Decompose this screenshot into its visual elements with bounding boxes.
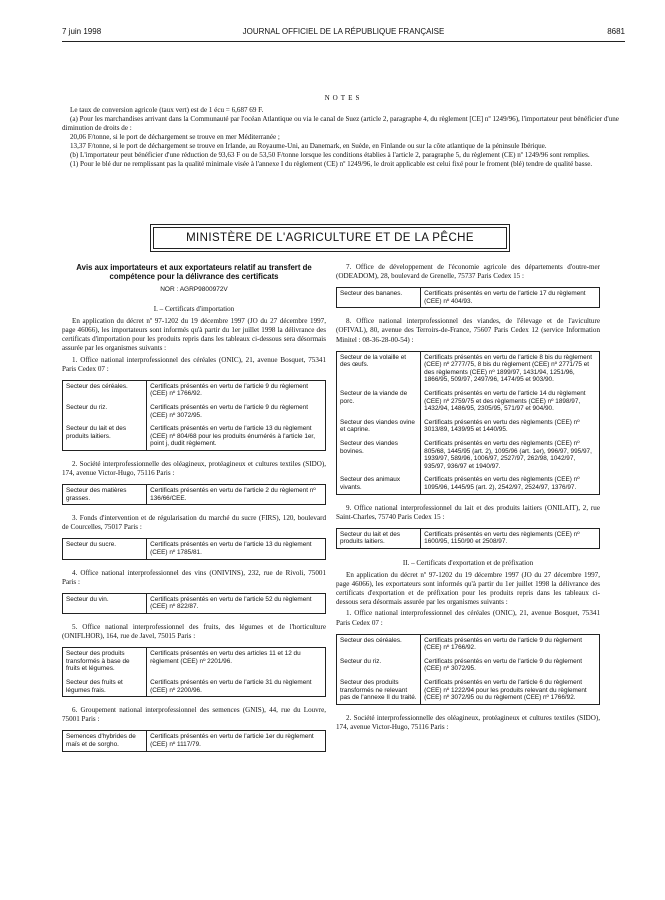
- certificate-table: [62, 380, 326, 451]
- table-row: [337, 351, 600, 386]
- certificate-table: [336, 287, 600, 308]
- sector-cell: Secteur du lait et des produits laitiers.: [63, 421, 147, 450]
- certificate-table: [336, 528, 600, 549]
- note-line: (a) Pour les marchandises arrivant dans la Communauté par l'océan Atlantique ou via le canal de Suez (article 2, paragraphe 4, du règlement [CE] nº 1249/96), l'importateur peut bénéficier d'une diminution de droits de :: [62, 115, 619, 133]
- table-row: [63, 648, 326, 675]
- sector-cell: Secteur des bananes.: [337, 288, 421, 308]
- table-row: [337, 654, 600, 675]
- intro-paragraph: En application du décret nº 97-1202 du 19 décembre 1997 (JO du 27 décembre 1997, page 46066), les importateurs sont informés qu'à partir du 1er juillet 1998 la délivrance des certificats d'importation pour les produits repris dans les tableaux ci-dessous sera désormais assurée par les organismes suivants :: [62, 317, 326, 353]
- avis-title: Avis aux importateurs et aux exportateurs relatif au transfert de compétence pour la délivrance des certificats: [76, 263, 312, 281]
- certificate-cell: Certificats présentés en vertu de l'article 9 du règlement (CEE) nº 3072/95.: [424, 657, 583, 673]
- office-paragraph: 3. Fonds d'intervention et de régularisation du marché du sucre (FIRS), 120, boulevard de Courcelles, 75017 Paris :: [62, 514, 326, 532]
- office-paragraph: 1. Office national interprofessionnel des céréales (ONIC), 21, avenue Bosquet, 75341 Paris Cedex 07 :: [336, 609, 600, 627]
- table-row: [337, 634, 600, 654]
- certificate-cell: Certificats présentés en vertu des articles 11 et 12 du règlement (CEE) nº 2201/96.: [150, 650, 301, 665]
- header-date: 7 juin 1998: [62, 27, 102, 36]
- office-paragraph: 8. Office national interprofessionnel des viandes, de l'élevage et de l'aviculture (OFIVAL), 80, avenue des Terroirs-de-France, 75607 Paris Cedex 12 (service Information Minitel : 08-36-28-00-54) :: [336, 317, 600, 344]
- certificate-cell: Certificats présentés en vertu de l'article 8 bis du règlement (CEE) nº 2777/75, 8 bis du règlement (CEE) nº 2771/75 et des règlements (CEE) nº 1899/97, 1431/94, 1251/96, 1866/95, 509/97, 2497/96, 1474/95 et 903/90.: [424, 353, 592, 384]
- journal-title: JOURNAL OFFICIEL DE LA RÉPUBLIQUE FRANÇAISE: [242, 27, 445, 36]
- page-header: [62, 27, 625, 39]
- certificate-cell: Certificats présentés en vertu des règlements (CEE) nº 3013/89, 1439/95 et 1440/95.: [424, 418, 580, 434]
- header-rule: [62, 41, 625, 42]
- sector-cell: Secteur des fruits et légumes frais.: [63, 675, 147, 697]
- office-paragraph: 4. Office national interprofessionnel des vins (ONIVINS), 232, rue de Rivoli, 75001 Paris :: [62, 568, 326, 586]
- sector-cell: Secteur du sucre.: [63, 539, 147, 559]
- certificate-cell: Certificats présentés en vertu de l'article 9 du règlement (CEE) nº 1766/92.: [150, 382, 309, 398]
- table-row: [63, 421, 326, 450]
- certificate-cell: Certificats présentés en vertu de l'article 17 du règlement (CEE) nº 404/93.: [424, 290, 586, 305]
- note-line: (1) Pour le blé dur ne remplissant pas la qualité minimale visée à l'annexe I du règlement (CE) nº 1249/96, le droit applicable est celui fixé pour le froment (blé) tendre de qualité basse.: [70, 160, 593, 169]
- sector-cell: Secteur de la volaille et des œufs.: [337, 351, 421, 386]
- certificate-table: [62, 647, 326, 697]
- certificate-cell: Certificats présentés en vertu de l'article 13 du règlement (CEE) nº 1785/81.: [150, 541, 312, 557]
- certificate-table: [62, 593, 326, 614]
- section-heading: II. – Certificats d'exportation et de préfixation: [402, 558, 534, 567]
- sector-cell: Secteur du riz.: [337, 654, 421, 675]
- table-row: [337, 415, 600, 436]
- sector-cell: Secteur des céréales.: [337, 634, 421, 654]
- table-row: [337, 436, 600, 472]
- certificate-cell: Certificats présentés en vertu de l'article 1er du règlement (CEE) nº 1117/79.: [150, 733, 314, 748]
- table-row: [63, 731, 326, 751]
- page-number: 8681: [607, 27, 625, 36]
- sector-cell: Secteur des viandes ovine et caprine.: [337, 415, 421, 436]
- office-paragraph: 7. Office de développement de l'économie agricole des départements d'outre-mer (ODEADOM), 28, boulevard de Grenelle, 75737 Paris Cedex 15 :: [336, 263, 600, 281]
- certificate-cell: Certificats présentés en vertu des règlements (CEE) nº 1095/96, 1445/95 (art. 2), 2542/97, 2524/97, 1376/97.: [424, 476, 580, 491]
- office-paragraph: 2. Société interprofessionnelle des oléagineux, protéagineux et cultures textiles (SIDO), 174, avenue Victor-Hugo, 75116 Paris :: [62, 459, 326, 477]
- table-row: [63, 675, 326, 697]
- table-row: [337, 675, 600, 704]
- office-paragraph: 9. Office national interprofessionnel du lait et des produits laitiers (ONILAIT), 2, rue Saint-Charles, 75740 Paris Cedex 15 :: [336, 503, 600, 521]
- certificate-cell: Certificats présentés en vertu de l'article 14 du règlement (CEE) nº 2759/75 et des règlements (CEE) nº 1898/97, 1432/94, 1486/95, 2305/95, 571/97 et 904/90.: [424, 390, 586, 413]
- table-row: [63, 593, 326, 613]
- note-line: (b) L'importateur peut bénéficier d'une réduction de 93,63 F ou de 53,50 F/tonne lorsque les conditions établies à l'article 2, paragraphe 5, du règlement (CE) nº 1249/96 sont remplies.: [70, 151, 590, 160]
- certificate-cell: Certificats présentés en vertu des règlements (CEE) nº 1600/95, 1150/90 et 2508/97.: [424, 530, 580, 546]
- table-row: [337, 528, 600, 548]
- nor-reference: NOR : AGRP9800972V: [160, 286, 228, 293]
- certificate-cell: Certificats présentés en vertu de l'article 31 du règlement (CEE) nº 2200/96.: [150, 679, 312, 694]
- certificate-cell: Certificats présentés en vertu de l'article 9 du règlement (CEE) nº 1766/92.: [424, 636, 583, 652]
- certificate-cell: Certificats présentés en vertu de l'article 52 du règlement (CEE) nº 822/87.: [150, 595, 312, 611]
- sector-cell: Secteur du vin.: [63, 593, 147, 613]
- certificate-table: [62, 730, 326, 751]
- sector-cell: Secteur des produits transformés ne relevant pas de l'annexe II du traité.: [337, 675, 421, 704]
- sector-cell: Semences d'hybrides de maïs et de sorgho.: [63, 731, 147, 751]
- sector-cell: Secteur du riz.: [63, 400, 147, 421]
- certificate-table: [336, 634, 600, 705]
- notes-title: NOTES: [324, 94, 363, 102]
- certificate-cell: Certificats présentés en vertu de l'article 6 du règlement (CEE) nº 1222/94 pour les produits relevant du règlement (CEE) nº 3072/95 ou du règlement (CEE) nº 1766/92.: [424, 678, 587, 702]
- table-row: [63, 485, 326, 505]
- left-column: [62, 263, 326, 761]
- certificate-cell: Certificats présentés en vertu de l'article 9 du règlement (CEE) nº 3072/95.: [150, 403, 309, 419]
- table-row: [63, 539, 326, 559]
- notes-block: [62, 94, 625, 169]
- certificate-table: [336, 351, 600, 495]
- certificate-cell: Certificats présentés en vertu des règlements (CEE) nº 805/68, 1445/95 (art. 2), 1095/96 (art. 1er), 996/97, 995/97, 1939/97, 589/96, 1006/97, 2527/97, 262/98, 1042/97, 935/97, 936/97 et 1940/97.: [424, 440, 592, 470]
- sector-cell: Secteur des produits transformés à base de fruits et légumes.: [63, 648, 147, 675]
- table-row: [63, 380, 326, 400]
- table-row: [337, 472, 600, 494]
- section-heading: I. – Certificats d'importation: [153, 305, 235, 314]
- ministry-title: MINISTÈRE DE L'AGRICULTURE ET DE LA PÊCHE: [153, 227, 507, 249]
- table-row: [337, 288, 600, 308]
- office-paragraph: 6. Groupement national interprofessionnel des semences (GNIS), 44, rue du Louvre, 75001 Paris :: [62, 706, 326, 724]
- sector-cell: Secteur des animaux vivants.: [337, 472, 421, 494]
- intro-paragraph: En application du décret nº 97-1202 du 19 décembre 1997 (JO du 27 décembre 1997, page 46066), les exportateurs sont informés qu'à partir du 1er juillet 1998 la délivrance des certificats d'exportation et de préfixation pour les produits repris dans les tableaux ci-dessous sera désormais assurée par les organismes suivants :: [336, 571, 600, 607]
- certificate-cell: Certificats présentés en vertu de l'article 2 du règlement nº 136/66/CEE.: [150, 487, 316, 502]
- sector-cell: Secteur des viandes bovines.: [337, 436, 421, 472]
- ministry-banner: [150, 224, 510, 252]
- office-paragraph: 1. Office national interprofessionnel des céréales (ONIC), 21, avenue Bosquet, 75341 Paris Cedex 07 :: [62, 355, 326, 373]
- table-row: [337, 386, 600, 415]
- sector-cell: Secteur des matières grasses.: [63, 485, 147, 505]
- sector-cell: Secteur du lait et des produits laitiers.: [337, 528, 421, 548]
- sector-cell: Secteur de la viande de porc.: [337, 386, 421, 415]
- table-row: [63, 400, 326, 421]
- sector-cell: Secteur des céréales.: [63, 380, 147, 400]
- certificate-cell: Certificats présentés en vertu de l'article 13 du règlement (CEE) nº 804/68 pour les produits énumérés à l'article 1er, point j, dudit règlement.: [150, 425, 315, 448]
- certificate-table: [62, 484, 326, 505]
- certificate-table: [62, 538, 326, 559]
- right-column: [336, 263, 600, 732]
- note-line: Le taux de conversion agricole (taux vert) est de 1 écu = 6,687 69 F.: [70, 106, 264, 115]
- office-paragraph: 5. Office national interprofessionnel des fruits, des légumes et de l'horticulture (ONIFLHOR), 164, rue de Javel, 75015 Paris :: [62, 623, 326, 641]
- note-line: 13,37 F/tonne, si le port de déchargement se trouve en Irlande, au Royaume-Uni, au Danemark, en Suède, en Finlande ou sur la côte atlantique de la péninsule Ibérique.: [70, 142, 547, 151]
- note-line: 20,06 F/tonne, si le port de déchargement se trouve en mer Méditerranée ;: [70, 133, 280, 142]
- office-paragraph: 2. Société interprofessionnelle des oléagineux, protéagineux et cultures textiles (SIDO), 174, avenue Victor-Hugo, 75116 Paris :: [336, 713, 600, 731]
